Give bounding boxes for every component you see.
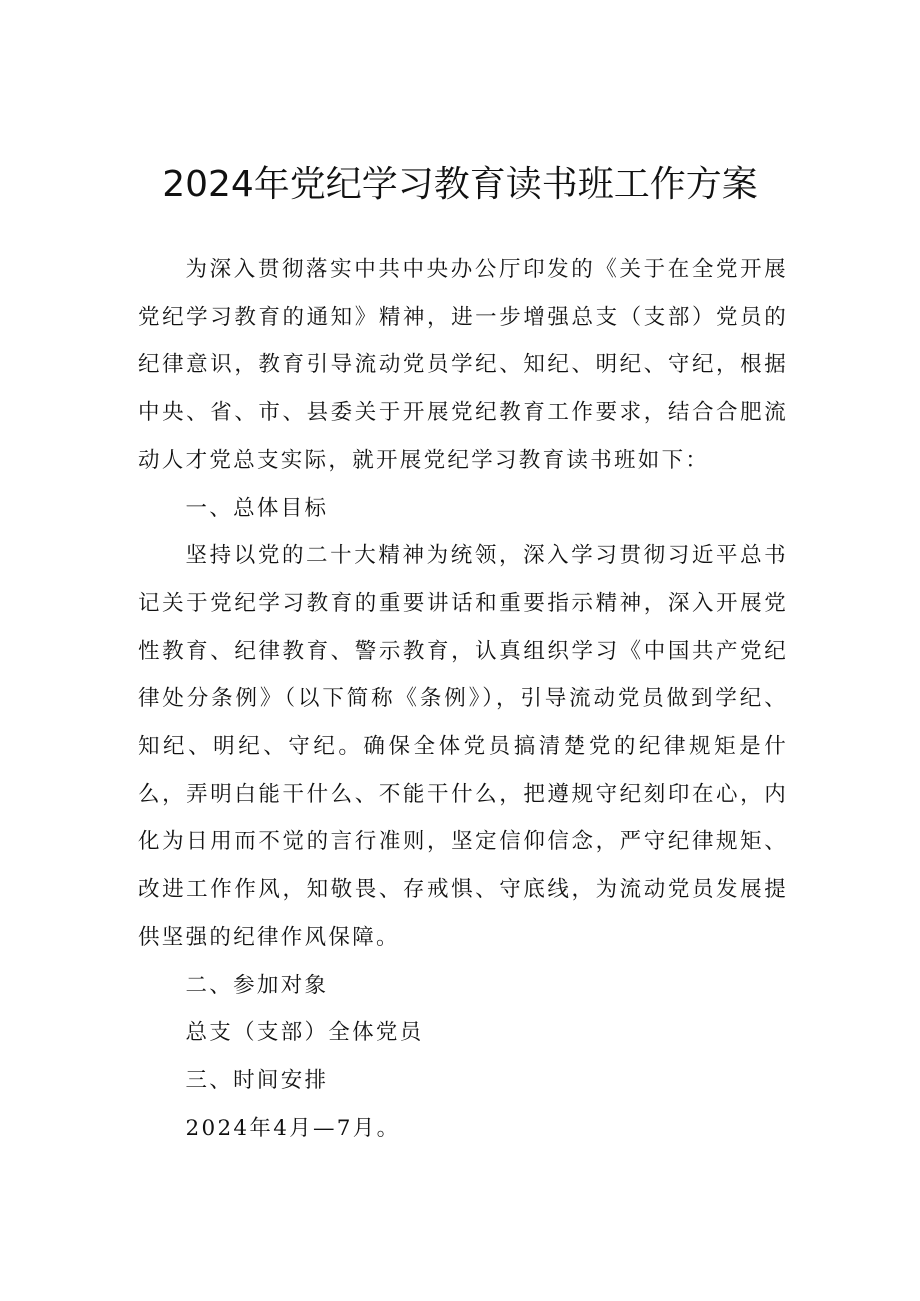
document-body	[138, 246, 788, 1152]
intro-paragraph: 为深入贯彻落实中共中央办公厅印发的《关于在全党开展党纪学习教育的通知》精神，进一步增强总支（支部）党员的纪律意识，教育引导流动党员学纪、知纪、明纪、守纪，根据中央、省、市、县委关于开展党纪教育工作要求，结合合肥流动人才党总支实际，就开展党纪学习教育读书班如下：	[138, 257, 788, 473]
section-heading-overall-goal: 一、总体目标	[185, 495, 329, 521]
schedule-paragraph: 2024年4月—7月。	[185, 1115, 401, 1141]
overall-goal-paragraph: 坚持以党的二十大精神为统领，深入学习贯彻习近平总书记关于党纪学习教育的重要讲话和重要指示精神，深入开展党性教育、纪律教育、警示教育，认真组织学习《中国共产党纪律处分条例》（以下简称《条例》），引导流动党员做到学纪、知纪、明纪、守纪。确保全体党员搞清楚党的纪律规矩是什么，弄明白能干什么、不能干什么，把遵规守纪刻印在心，内化为日用而不觉的言行准则，坚定信仰信念，严守纪律规矩、改进工作作风，知敬畏、存戒惧、守底线，为流动党员发展提供坚强的纪律作风保障。	[138, 543, 788, 950]
participants-paragraph: 总支（支部）全体党员	[185, 1020, 424, 1046]
section-heading-schedule: 三、时间安排	[185, 1067, 329, 1093]
document-title: 2024年党纪学习教育读书班工作方案	[162, 164, 758, 206]
section-heading-participants: 二、参加对象	[185, 972, 329, 998]
